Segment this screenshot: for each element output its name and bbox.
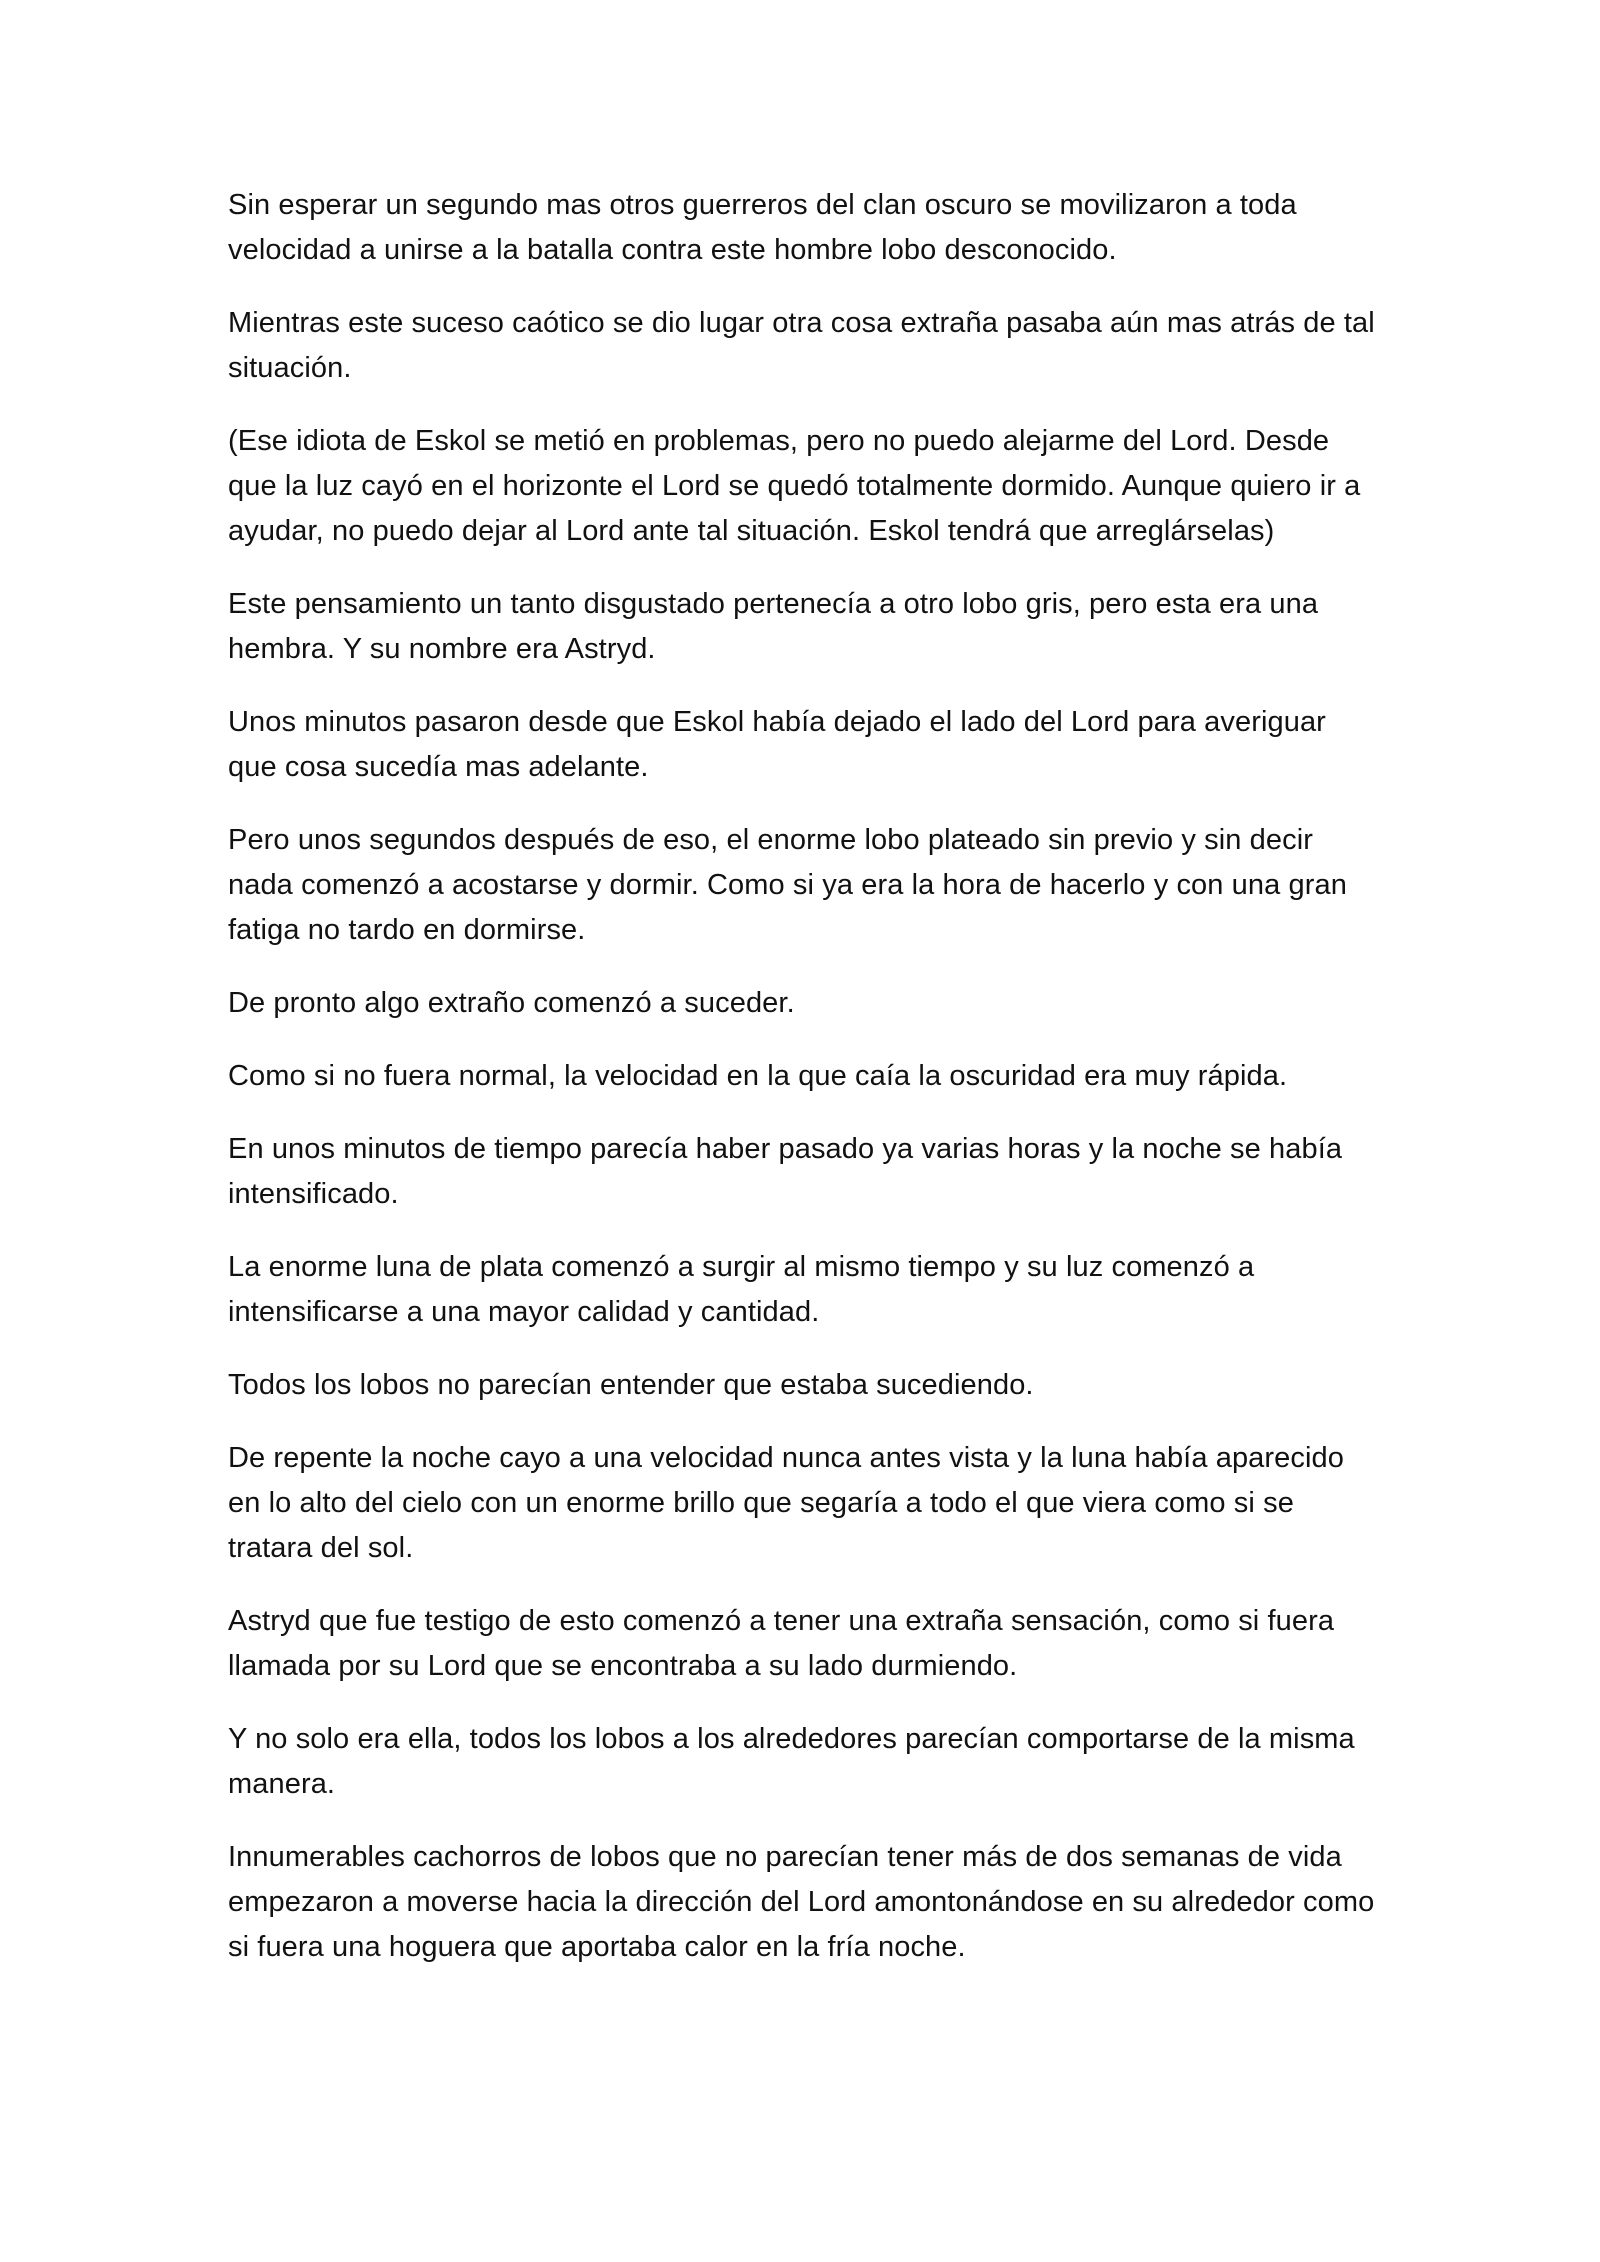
paragraph: Innumerables cachorros de lobos que no parecían tener más de dos semanas de vida empezaron a moverse hacia la dirección del Lord amontonándose en su alrededor como si fuera una hoguera que aportaba calor en la fría noche. xyxy=(228,1841,1375,1963)
paragraph: De repente la noche cayo a una velocidad nunca antes vista y la luna había aparecido en lo alto del cielo con un enorme brillo que segaría a todo el que viera como si se tratara del sol. xyxy=(228,1442,1344,1564)
paragraph: La enorme luna de plata comenzó a surgir al mismo tiempo y su luz comenzó a intensificarse a una mayor calidad y cantidad. xyxy=(228,1251,1255,1328)
paragraph: Unos minutos pasaron desde que Eskol había dejado el lado del Lord para averiguar que cosa sucedía mas adelante. xyxy=(228,706,1326,783)
paragraph: Astryd que fue testigo de esto comenzó a tener una extraña sensación, como si fuera llamada por su Lord que se encontraba a su lado durmiendo. xyxy=(228,1605,1335,1682)
paragraph: Sin esperar un segundo mas otros guerreros del clan oscuro se movilizaron a toda velocidad a unirse a la batalla contra este hombre lobo desconocido. xyxy=(228,189,1297,266)
document-body xyxy=(228,183,1378,1998)
paragraph: (Ese idiota de Eskol se metió en problemas, pero no puedo alejarme del Lord. Desde que la luz cayó en el horizonte el Lord se quedó totalmente dormido. Aunque quiero ir a ayudar, no puedo dejar al Lord ante tal situación. Eskol tendrá que arreglárselas) xyxy=(228,425,1361,547)
paragraph: De pronto algo extraño comenzó a suceder. xyxy=(228,987,795,1019)
paragraph: Y no solo era ella, todos los lobos a los alrededores parecían comportarse de la misma manera. xyxy=(228,1723,1355,1800)
paragraph: Como si no fuera normal, la velocidad en la que caía la oscuridad era muy rápida. xyxy=(228,1060,1288,1092)
paragraph: En unos minutos de tiempo parecía haber pasado ya varias horas y la noche se había intensificado. xyxy=(228,1133,1343,1210)
paragraph: Este pensamiento un tanto disgustado pertenecía a otro lobo gris, pero esta era una hembra. Y su nombre era Astryd. xyxy=(228,588,1319,665)
paragraph: Pero unos segundos después de eso, el enorme lobo plateado sin previo y sin decir nada comenzó a acostarse y dormir. Como si ya era la hora de hacerlo y con una gran fatiga no tardo en dormirse. xyxy=(228,824,1347,946)
paragraph: Mientras este suceso caótico se dio lugar otra cosa extraña pasaba aún mas atrás de tal situación. xyxy=(228,307,1375,384)
paragraph: Todos los lobos no parecían entender que estaba sucediendo. xyxy=(228,1369,1034,1401)
